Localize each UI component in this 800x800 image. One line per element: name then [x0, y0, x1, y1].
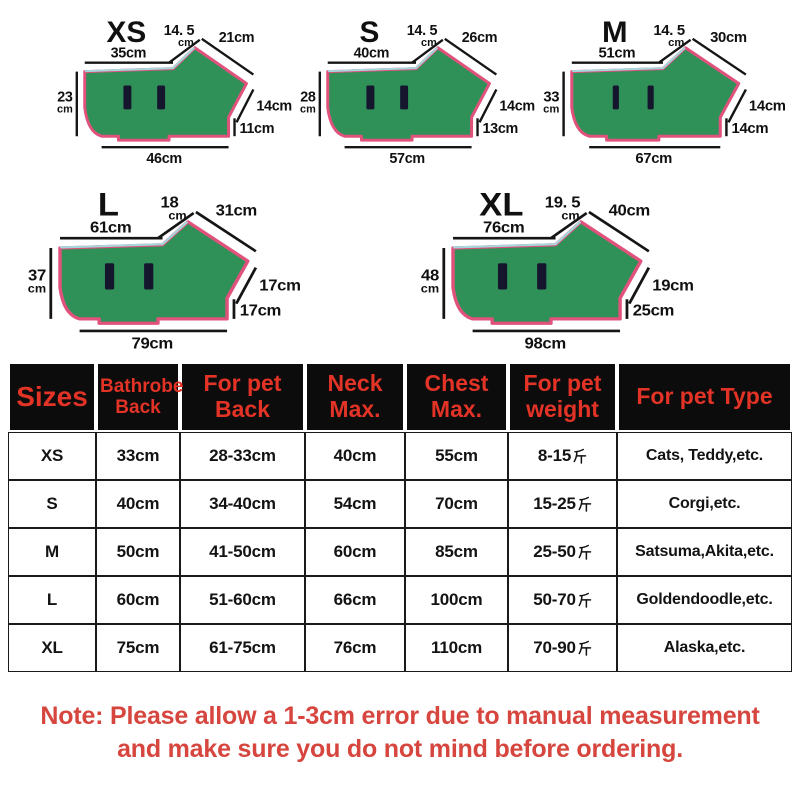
- strap-slot: [400, 86, 408, 110]
- table-row-m: [8, 528, 792, 576]
- neck-measure-value: 19. 5: [544, 194, 581, 212]
- strap-slot: [123, 86, 131, 110]
- side-measure-value: 37: [28, 267, 46, 285]
- catty-unit-glyph: [577, 543, 592, 560]
- cell-bathrobe-back: 33cm: [96, 432, 180, 480]
- side-measure-unit: cm: [300, 103, 316, 116]
- cell-neck-max: 54cm: [305, 480, 405, 528]
- cell-pet-type: Goldendoodle,etc.: [617, 576, 792, 624]
- cell-pet-type: Satsuma,Akita,etc.: [617, 528, 792, 576]
- note-line-1: Note: Please allow a 1-3cm error due to manual measurement: [40, 702, 760, 730]
- strap-slot: [537, 263, 546, 289]
- cell-chest-max: 100cm: [405, 576, 508, 624]
- size-diagram-s: [295, 6, 543, 170]
- front-vertical-measure: 25cm: [632, 302, 675, 320]
- cell-pet-weight: [508, 624, 617, 672]
- side-measure-unit: cm: [543, 103, 560, 116]
- size-label: XS: [106, 15, 147, 49]
- chest-diagonal-measure: 19cm: [652, 276, 694, 295]
- coat-diagram-svg: [295, 6, 543, 170]
- cell-neck-max: 60cm: [305, 528, 405, 576]
- weight-range: 25-50: [533, 542, 576, 561]
- side-measure-unit: cm: [57, 103, 73, 116]
- bottom-measure: 57cm: [389, 151, 425, 168]
- measurement-note: [0, 700, 800, 766]
- coat-diagram-svg: [52, 6, 300, 170]
- collar-measure: 31cm: [215, 201, 257, 220]
- catty-unit-glyph: [577, 495, 592, 512]
- catty-unit-glyph: [577, 639, 592, 656]
- size-label: XL: [479, 187, 524, 224]
- neck-measure-unit: cm: [178, 36, 194, 49]
- side-measure-unit: cm: [420, 282, 440, 296]
- table-header-row: [8, 362, 792, 432]
- cell-pet-type: Alaska,etc.: [617, 624, 792, 672]
- neck-measure-unit: cm: [561, 208, 580, 223]
- top-measure: 61cm: [90, 219, 132, 237]
- cell-pet-type: Cats, Teddy,etc.: [617, 432, 792, 480]
- neck-measure-unit: cm: [168, 208, 187, 223]
- collar-measure: 40cm: [608, 201, 650, 220]
- col-header-for-pet-weight: For pet weight: [508, 362, 617, 432]
- cell-size: L: [8, 576, 96, 624]
- cell-neck-max: 66cm: [305, 576, 405, 624]
- neck-measure-value: 14. 5: [163, 22, 195, 39]
- side-measure-value: 48: [421, 267, 439, 285]
- chest-diagonal-measure: 17cm: [259, 276, 301, 295]
- cell-pet-back: 28-33cm: [180, 432, 305, 480]
- bottom-measure: 79cm: [131, 334, 173, 353]
- cell-size: S: [8, 480, 96, 528]
- table-row-xl: [8, 624, 792, 672]
- cell-chest-max: 110cm: [405, 624, 508, 672]
- top-measure: 40cm: [353, 45, 390, 62]
- weight-range: 70-90: [533, 638, 576, 657]
- size-table: [8, 362, 792, 672]
- cell-bathrobe-back: 50cm: [96, 528, 180, 576]
- cell-chest-max: 70cm: [405, 480, 508, 528]
- weight-range: 8-15: [537, 446, 572, 465]
- chest-diagonal-measure: 14cm: [499, 98, 535, 115]
- strap-slot: [366, 86, 374, 110]
- front-vertical-measure: 13cm: [482, 121, 519, 138]
- size-label: S: [359, 15, 380, 49]
- cell-chest-max: 85cm: [405, 528, 508, 576]
- size-diagram-xs: [52, 6, 300, 170]
- cell-bathrobe-back: 40cm: [96, 480, 180, 528]
- col-header-for-pet-type: For pet Type: [617, 362, 792, 432]
- strap-slot: [144, 263, 153, 289]
- collar-measure: 21cm: [218, 29, 255, 46]
- weight-range: 50-70: [533, 590, 576, 609]
- side-measure-value: 23: [57, 89, 73, 106]
- neck-measure-unit: cm: [668, 36, 685, 49]
- table-row-s: [8, 480, 792, 528]
- bottom-measure: 67cm: [635, 151, 673, 167]
- table-row-xs: [8, 432, 792, 480]
- col-header-neck-max: Neck Max.: [305, 362, 405, 432]
- cell-pet-back: 51-60cm: [180, 576, 305, 624]
- chest-diagonal-measure: 14cm: [748, 98, 786, 115]
- note-line-2: and make sure you do not mind before ordering.: [117, 735, 683, 763]
- coat-diagram-svg: [22, 176, 310, 356]
- neck-measure-value: 14. 5: [653, 23, 685, 39]
- cell-size: M: [8, 528, 96, 576]
- neck-measure-unit: cm: [421, 36, 437, 49]
- coat-diagram-svg: [415, 176, 703, 356]
- top-measure: 35cm: [110, 45, 147, 62]
- size-diagram-xl: [415, 176, 703, 356]
- bottom-measure: 46cm: [146, 151, 182, 168]
- collar-measure: 30cm: [710, 29, 747, 46]
- front-vertical-measure: 14cm: [731, 121, 769, 138]
- cell-neck-max: 40cm: [305, 432, 405, 480]
- cell-pet-weight: [508, 528, 617, 576]
- bottom-measure: 98cm: [524, 334, 566, 353]
- col-header-chest-max: Chest Max.: [405, 362, 508, 432]
- cell-pet-back: 41-50cm: [180, 528, 305, 576]
- cell-pet-weight: [508, 576, 617, 624]
- side-measure-value: 28: [300, 89, 316, 106]
- cell-pet-type: Corgi,etc.: [617, 480, 792, 528]
- catty-unit-glyph: [577, 591, 592, 608]
- cell-bathrobe-back: 60cm: [96, 576, 180, 624]
- cell-pet-back: 61-75cm: [180, 624, 305, 672]
- cell-chest-max: 55cm: [405, 432, 508, 480]
- strap-slot: [648, 86, 654, 110]
- size-label: L: [97, 187, 119, 224]
- side-measure-value: 33: [543, 89, 560, 106]
- cell-bathrobe-back: 75cm: [96, 624, 180, 672]
- catty-unit-glyph: [572, 447, 587, 464]
- cell-pet-back: 34-40cm: [180, 480, 305, 528]
- table-row-l: [8, 576, 792, 624]
- top-measure: 76cm: [483, 219, 525, 237]
- cell-size: XL: [8, 624, 96, 672]
- cell-pet-weight: [508, 432, 617, 480]
- col-header-bathrobe-back: Bathrobe Back: [96, 362, 180, 432]
- col-header-for-pet-back: For pet Back: [180, 362, 305, 432]
- top-measure: 51cm: [598, 45, 636, 62]
- front-vertical-measure: 17cm: [239, 302, 282, 320]
- coat-diagram-svg: [538, 6, 794, 170]
- chest-diagonal-measure: 14cm: [256, 98, 292, 115]
- size-diagram-l: [22, 176, 310, 356]
- weight-range: 15-25: [533, 494, 576, 513]
- neck-measure-value: 18: [160, 194, 179, 212]
- cell-pet-weight: [508, 480, 617, 528]
- front-vertical-measure: 11cm: [239, 121, 275, 138]
- strap-slot: [105, 263, 114, 289]
- strap-slot: [157, 86, 165, 110]
- strap-slot: [613, 86, 619, 110]
- size-label: M: [602, 16, 628, 49]
- collar-measure: 26cm: [461, 29, 498, 46]
- side-measure-unit: cm: [27, 282, 47, 296]
- cell-size: XS: [8, 432, 96, 480]
- neck-measure-value: 14. 5: [406, 22, 438, 39]
- cell-neck-max: 76cm: [305, 624, 405, 672]
- col-header-sizes: Sizes: [8, 362, 96, 432]
- strap-slot: [498, 263, 507, 289]
- size-diagram-m: [538, 6, 794, 170]
